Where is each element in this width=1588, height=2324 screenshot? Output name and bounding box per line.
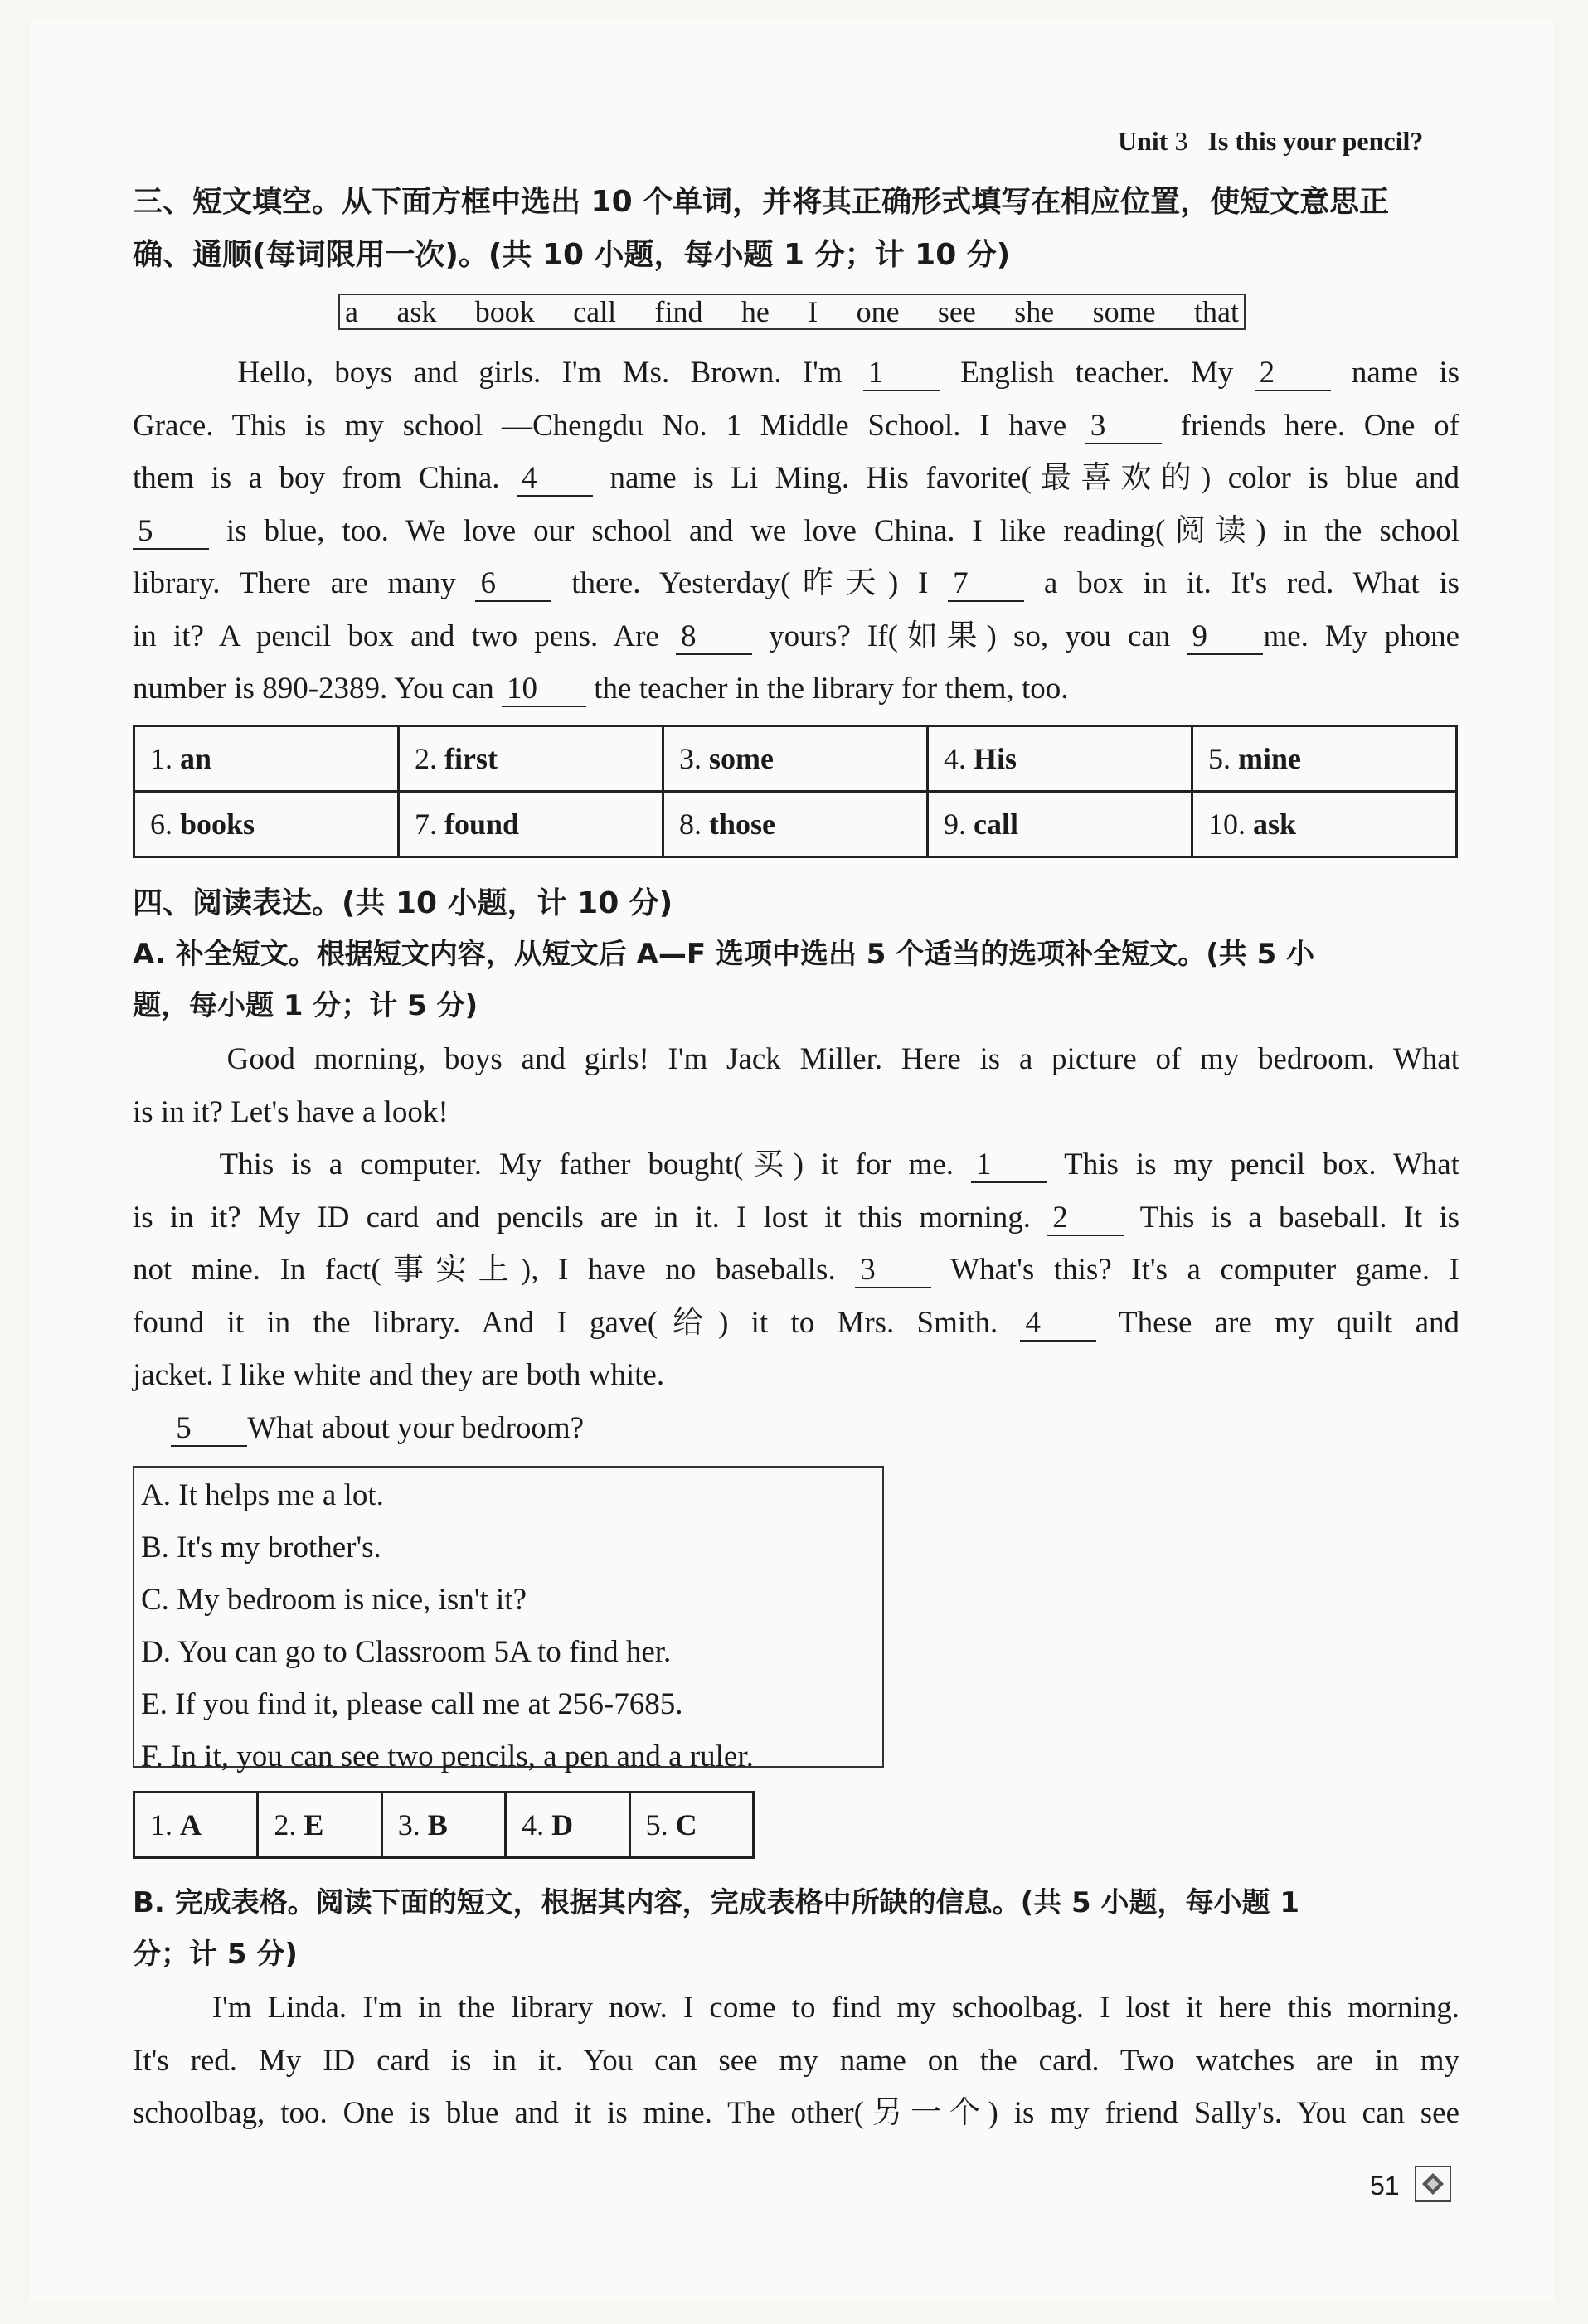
answer-cell: 2. E — [258, 1793, 381, 1858]
part-a-passage — [133, 1033, 1459, 1454]
passage-line: schoolbag, too. One is blue and it is mine. The other(另一个) is my friend Sally's. You can see — [133, 2096, 1459, 2130]
passage-line: It's red. My ID card is in it. You can see my name on the card. Two watches are in my — [133, 2043, 1459, 2078]
passage-line: library. There are many 6 there. Yesterday(昨天) I 7 a box in it. It's red. What is — [133, 566, 1460, 600]
passage-line: 5 What about your bedroom? — [133, 1402, 1459, 1455]
passage-line: in it? A pencil box and two pens. Are 8 yours? If(如果) so, you can 9 me. My phone — [133, 619, 1459, 653]
blank-3[interactable]: 3 — [1085, 410, 1162, 444]
blank-4[interactable]: 4 — [517, 462, 593, 497]
answer-cell: 5. mine — [1192, 726, 1457, 792]
part-a-title-line2: 题，每小题 1 分；计 5 分) — [133, 989, 478, 1022]
passage-line: is in it? My ID card and pencils are in it. I lost it this morning. 2 This is a baseball. It is — [133, 1200, 1460, 1235]
word: one — [856, 295, 900, 328]
part-a-title-line1: A. 补全短文。根据短文内容，从短文后 A—F 选项中选出 5 个适当的选项补全短文。(共 5 小 — [133, 938, 1315, 971]
passage-line: Good morning, boys and girls! I'm Jack Miller. Here is a picture of my bedroom. What — [226, 1042, 1459, 1076]
section3-title-line2: 确、通顺(每词限用一次)。(共 10 小题，每小题 1 分；计 10 分) — [133, 238, 1011, 272]
blank-5[interactable]: 5 — [133, 515, 209, 550]
answer-cell: 1. an — [134, 726, 399, 792]
unit-label: Unit — [1118, 126, 1168, 156]
blank-2[interactable]: 2 — [1255, 357, 1331, 391]
option-f: F. In it, you can see two pencils, a pen and a ruler. — [141, 1739, 754, 1773]
passage-line: I'm Linda. I'm in the library now. I come to find my schoolbag. I lost it here this morning. — [211, 1991, 1459, 2025]
word: some — [1092, 295, 1156, 328]
option-b: B. It's my brother's. — [141, 1531, 381, 1565]
blank-9[interactable]: 9 — [1187, 620, 1263, 655]
answer-cell: 9. call — [928, 792, 1192, 857]
part-a-answer-table — [133, 1791, 755, 1859]
part-a-title — [133, 929, 1459, 1031]
answer-cell: 2. first — [399, 726, 663, 792]
page-number: 51 — [1370, 2171, 1400, 2200]
unit-title: Is this your pencil? — [1207, 126, 1424, 156]
blank-a4[interactable]: 4 — [1020, 1307, 1096, 1342]
answer-cell: 4. D — [506, 1793, 629, 1858]
option-e: E. If you find it, please call me at 256-7685. — [141, 1687, 683, 1721]
word: find — [654, 295, 703, 328]
part-b-passage — [133, 1982, 1459, 2140]
section4-title: 四、阅读表达。(共 10 小题，计 10 分) — [133, 886, 673, 920]
option-c: C. My bedroom is nice, isn't it? — [141, 1583, 527, 1617]
section3-title — [133, 176, 1459, 282]
word: that — [1194, 295, 1239, 328]
answer-cell: 3. B — [381, 1793, 505, 1858]
answer-cell: 4. His — [928, 726, 1192, 792]
passage-line: them is a boy from China. 4 name is Li Ming. His favorite(最喜欢的) color is blue and — [133, 461, 1460, 495]
answer-cell: 5. C — [629, 1793, 753, 1858]
word: he — [741, 295, 770, 328]
blank-a2[interactable]: 2 — [1047, 1201, 1124, 1236]
answer-cell: 1. A — [134, 1793, 258, 1858]
passage-line: Grace. This is my school —Chengdu No. 1 Middle School. I have 3 friends here. One of — [133, 408, 1459, 443]
answer-cell: 7. found — [399, 792, 663, 857]
answer-cell: 3. some — [663, 726, 928, 792]
word: ask — [396, 295, 437, 328]
word: see — [937, 295, 976, 328]
passage-line: 5 is blue, too. We love our school and we love China. I like reading(阅读) in the school — [133, 505, 1459, 558]
passage-line: not mine. In fact(事实上), I have no baseballs. 3 What's this? It's a computer game. I — [133, 1253, 1459, 1287]
table-row — [134, 792, 1457, 857]
blank-8[interactable]: 8 — [676, 620, 752, 655]
running-header — [1118, 126, 1423, 157]
table-row — [134, 1793, 754, 1858]
passage-line: Hello, boys and girls. I'm Ms. Brown. I'm 1 English teacher. My 2 name is — [237, 356, 1460, 390]
answer-cell: 8. those — [663, 792, 928, 857]
word: book — [474, 295, 535, 328]
passage-line: is in it? Let's have a look! — [133, 1094, 449, 1129]
passage-line: found it in the library. And I gave(给) it to Mrs. Smith. 4 These are my quilt and — [133, 1305, 1459, 1340]
blank-7[interactable]: 7 — [948, 567, 1024, 602]
section3-title-line1: 三、短文填空。从下面方框中选出 10 个单词，并将其正确形式填写在相应位置，使短文意思正 — [133, 185, 1390, 219]
passage-line: jacket. I like white and they are both white. — [133, 1358, 665, 1392]
passage-line: number is 890-2389. You can 10 the teacher in the library for them, too. — [133, 672, 1069, 706]
blank-a3[interactable]: 3 — [855, 1254, 931, 1288]
word-box — [338, 294, 1246, 330]
unit-number: 3 — [1174, 126, 1188, 156]
blank-6[interactable]: 6 — [475, 567, 551, 602]
word: a — [345, 295, 358, 328]
section3-answer-table — [133, 725, 1458, 858]
part-b-title — [133, 1877, 1459, 1980]
part-b-title-line2: 分；计 5 分) — [133, 1938, 298, 1971]
blank-1[interactable]: 1 — [863, 357, 940, 391]
section3-passage — [133, 347, 1459, 716]
diamond-icon — [1415, 2166, 1451, 2202]
blank-a1[interactable]: 1 — [971, 1148, 1047, 1183]
word: I — [808, 295, 818, 328]
word: she — [1014, 295, 1055, 328]
passage-line: This is a computer. My father bought(买) it for me. 1 This is my pencil box. What — [219, 1147, 1459, 1181]
table-row — [134, 726, 1457, 792]
blank-a5[interactable]: 5 — [171, 1412, 247, 1447]
part-b-title-line1: B. 完成表格。阅读下面的短文，根据其内容，完成表格中所缺的信息。(共 5 小题，每小题 1 — [133, 1886, 1300, 1919]
blank-10[interactable]: 10 — [502, 672, 586, 707]
option-a: A. It helps me a lot. — [141, 1478, 384, 1512]
answer-cell: 6. books — [134, 792, 399, 857]
options-box — [133, 1466, 884, 1773]
answer-cell: 10. ask — [1192, 792, 1457, 857]
word: call — [573, 295, 617, 328]
option-d: D. You can go to Classroom 5A to find her. — [141, 1635, 672, 1669]
